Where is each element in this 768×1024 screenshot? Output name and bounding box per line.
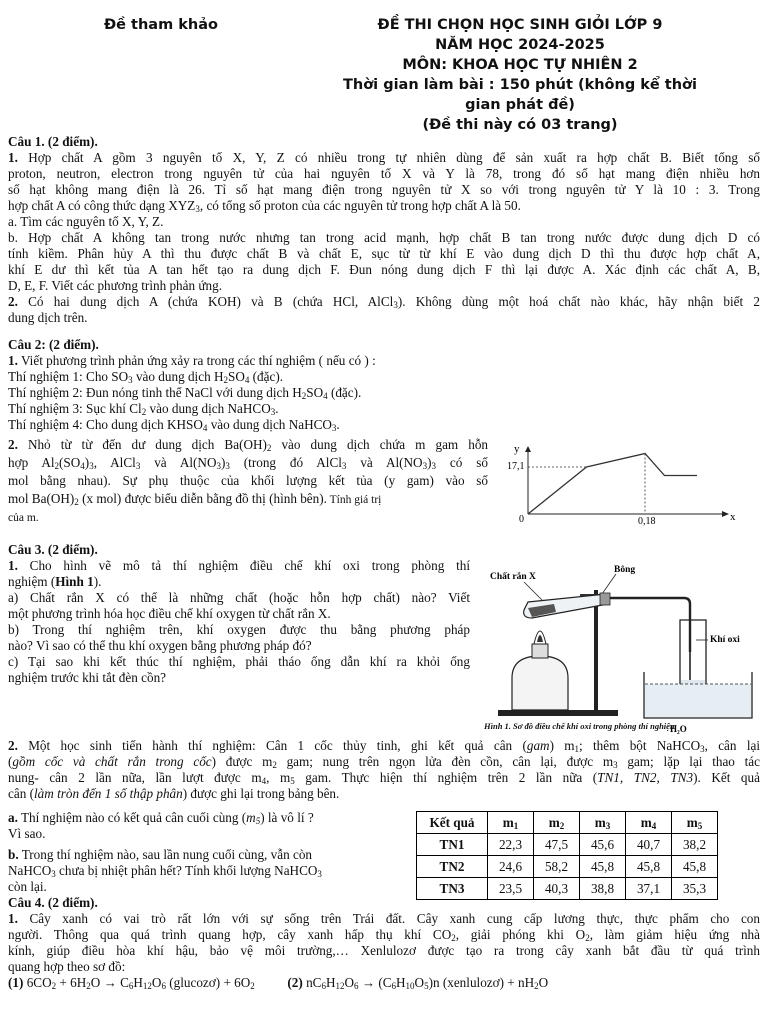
q3-heading: Câu 3. (2 điểm). [8,542,98,557]
q2-part-2 [8,436,488,527]
table-header-cell: $m_4$ [626,812,672,834]
water-trough [644,672,752,718]
table-cell: 58,2 [534,856,580,878]
q3-part-c: nghiệm trước khi tắt đèn cồn? [8,670,167,685]
table-header-cell: $m_3$ [580,812,626,834]
q4-equations [8,975,760,991]
question-3 [8,542,470,686]
stand-rod [594,590,598,712]
subject: MÔN: KHOA HỌC TỰ NHIÊN 2 [402,57,638,73]
q2-experiment-2: Thí nghiệm 2: Đun nóng tinh thể NaCl với dung dịch $H_2SO_4$ (đặc). [8,385,362,401]
q1-line: proton, neutron, electron trong nguyên tử của hai nguyên tố X và Y là 78, trong đó số hạt mang điện nhiều hơn [8,166,760,181]
table-cell: 22,3 [488,834,534,856]
table-cell: 40,3 [534,878,580,900]
origin-label: 0 [519,514,524,525]
table-cell: 35,3 [672,878,718,900]
page-count: (Đề thi này có 03 trang) [422,117,618,133]
q2-experiment-4: Thí nghiệm 4: Cho dung dịch $KHSO_4$ vào dung dịch NaHCO$_3$. [8,417,340,433]
q3-part-2-questions [8,810,412,895]
q3-part-a: a) Chất rắn X có thể là những chất (hoặc hỗn hợp chất) nào? Viết [8,590,470,605]
q2-line: hợp $Al_2(SO_4)_3$, AlCl$_3$ và $Al(NO_3)_3$ (trong đó AlCl$_3$ và $Al(NO_3)_3$ có số [8,455,488,471]
table-cell: 45,6 [580,834,626,856]
q4-line: quang hợp theo sơ đồ: [8,959,126,974]
q1-part-2: 2. Có hai dung dịch A (chứa KOH) và B (chứa HCl, AlCl$_3$). Không dùng một hoá chất nào khác, hãy nhận biết 2 [8,294,761,310]
q2-line: mol $Ba(OH)_2$ (x mol) được biểu diễn bằng đồ thị (hình bên). Tính giá trị [8,491,382,507]
exam-header [300,15,740,135]
q4-heading: Câu 4. (2 điểm). [8,895,98,910]
table-cell: 45,8 [672,856,718,878]
q2-line: 2. Nhỏ từ từ đến dư dung dịch $Ba(OH)_2$ vào dung dịch chứa m gam hỗn [8,437,489,453]
precipitate-graph [500,440,750,530]
delivery-tube [610,598,690,652]
q3-line: 2. Một học sinh tiến hành thí nghiệm: Cân 1 cốc thủy tinh, ghi kết quả cân (gam) $m_1$; thêm bột NaHCO$_3$, cân lại [8,738,760,754]
q2-experiment-3: Thí nghiệm 3: Sục khí $Cl_2$ vào dung dịch NaHCO$_3$. [8,401,279,417]
table-cell: 45,8 [626,856,672,878]
q4-line: 1. Cây xanh có vai trò rất lớn với sự sống trên Trái đất. Cây xanh cung cấp lương thực, thực phẩm cho con [8,911,760,926]
table-header-cell: $m_5$ [672,812,718,834]
table-cell: 47,5 [534,834,580,856]
x-tick-label: 0,18 [638,516,656,527]
table-cell: TN1 [417,834,488,856]
table-header-cell: $m_1$ [488,812,534,834]
q2-line: 1. Viết phương trình phản ứng xảy ra trong các thí nghiệm ( nếu có ) : [8,353,376,368]
table-header-row [417,812,718,834]
q3-question-b: NaHCO$_3$ chưa bị nhiệt phân hết? Tính khối lượng NaHCO$_3$ [8,863,322,879]
table-cell: TN3 [417,878,488,900]
q2-line: mol bằng nhau). Sự phụ thuộc của khối lượng kết tủa (y gam) vào số [8,473,488,488]
q3-part-b: b) Trong thí nghiệm trên, khí oxygen được thu bằng phương pháp [8,622,470,637]
q1-part-b: tính kiềm. Phân hủy A thì thu được chất B và chất E, sục từ từ khí E vào dung dịch D thì thu được hợp chất A, [8,246,760,261]
series-line [528,454,697,515]
q3-line: 1. Cho hình vẽ mô tả thí nghiệm điều chế khí oxi trong phòng thí [8,558,470,573]
q3-part-2 [8,738,760,802]
q3-part-a: một phương trình hóa học điều chế khí oxygen từ chất rắn X. [8,606,331,621]
q2-line: của m. [8,512,39,524]
q3-line: nghiệm (Hình 1). [8,574,102,589]
table-row [417,856,718,878]
x-axis-label: x [730,511,736,523]
table-cell: 40,7 [626,834,672,856]
q1-part-b: D, E, F. Viết các phương trình phản ứng. [8,278,223,293]
q1-heading: Câu 1. (2 điểm). [8,134,98,149]
oxygen-gas-label: Khí oxi [710,635,740,645]
q1-part-b: khí E dư thì kết tủa A tan hết tạo ra dung dịch F. Đun nóng dung dịch F thì lại được A. Xác định các chất A, B, [8,262,760,277]
y-axis-arrow [525,446,531,452]
time-line-1: Thời gian làm bài : 150 phút (không kể thời [343,77,697,93]
table-cell: 38,2 [672,834,718,856]
y-axis-label: y [514,443,520,455]
table-row [417,834,718,856]
q3-line: cân (làm tròn đến 1 số thập phân) được ghi lại trong bảng bên. [8,786,340,801]
q1-line: số hạt không mang điện là 26. Tỉ số hạt mang điện trong nguyên tử X so với trong nguyên tử Y là 10 : 3. Trong [8,182,760,197]
q3-part-b: nào? Vì sao có thể thu khí oxygen bằng phương pháp đó? [8,638,312,653]
q2-experiment-1: Thí nghiệm 1: Cho $SO_3$ vào dung dịch $H_2SO_4$ (đặc). [8,369,284,385]
table-cell: 24,6 [488,856,534,878]
equation-2: (2) $nC_6H_{12}O_6 \to (C_6H_{10}O_5)n$ (xenlulozơ) + $nH_2O$ [287,975,549,991]
solid-x-label: Chất rắn X [490,572,536,582]
q3-question-a: Vì sao. [8,826,46,841]
school-year: NĂM HỌC 2024-2025 [435,37,605,53]
question-2 [8,337,760,433]
q1-part-2: dung dịch trên. [8,310,88,325]
cotton-pointer [602,574,616,594]
q3-question-b: còn lại. [8,879,47,894]
solid-x-pointer [524,582,542,600]
question-1 [8,134,760,326]
q2-heading: Câu 2: (2 điểm). [8,337,99,352]
q1-line: 1. Hợp chất A gồm 3 nguyên tố X, Y, Z có nhiều trong tự nhiên dùng để sản xuất ra hợp chất B. Biết tổng số [8,150,761,165]
reference-label: Đề tham khảo [104,17,218,33]
table-cell: 38,8 [580,878,626,900]
water-label: H₂O [670,724,687,734]
results-table [416,811,718,900]
q1-part-b: b. Hợp chất A không tan trong nước nhưng tan trong acid mạnh, hợp chất B tan trong nước được dung dịch D có [8,230,760,245]
q1-part-a: a. Tìm các nguyên tố X, Y, Z. [8,214,164,229]
table-header-cell: $m_2$ [534,812,580,834]
cotton-label: Bông [614,565,636,575]
table-header-cell: Kết quả [417,812,488,834]
table-cell: 45,8 [580,856,626,878]
q3-line: (gồm cốc và chất rắn trong cốc) được $m_2$ gam; nung trên ngọn lửa đèn cồn, cân lại, được $m_3$ gam; lặp lại thao tác [8,754,760,770]
spirit-lamp [512,631,568,710]
q3-line: nung- cân 2 lần nữa, lần lượt được $m_4$, $m_5$ gam. Thực hiện thí nghiệm trên 2 lần nữa (TN1, TN2, TN3). Kết quả [8,770,760,786]
figure-caption: Hình 1. Sơ đồ điều chế khí oxi trong phòng thí nghiệm [484,721,677,731]
equation-1: (1) $6CO_2 + 6H_2O \to C_6H_{12}O_6$ (glucozơ) + $6O_2$ [8,975,255,991]
stand-base [498,710,618,716]
table-cell: 23,5 [488,878,534,900]
q4-line: người. Thông qua quá trình quang hợp, cây xanh hấp thụ khí $CO_2$, giải phóng khi $O_2$, làm giảm hiệu ứng nhà [8,927,760,943]
q4-line: kính, giúp điều hòa khí hậu, bảo vệ môi trường,… Xenlulozơ được tạo ra trong cây xanh bắt đầu từ quá trình [8,943,760,958]
table-cell: 37,1 [626,878,672,900]
question-4 [8,895,760,991]
q3-part-c: c) Tại sao khi kết thúc thí nghiệm, phải tháo ống dẫn khí ra khỏi ống [8,654,470,669]
x-axis-arrow [722,511,729,517]
exam-title: ĐỀ THI CHỌN HỌC SINH GIỎI LỚP 9 [377,17,663,33]
q1-line: hợp chất A có công thức dạng $XYZ_3$, có tổng số proton của các nguyên tử trong hợp chất A là 50. [8,198,521,214]
q3-question-b: b. Trong thí nghiệm nào, sau lần nung cuối cùng, vẫn còn [8,847,313,862]
oxygen-apparatus-figure [484,560,760,736]
time-line-2: gian phát đề) [465,97,575,113]
y-tick-label: 17,1 [507,461,525,472]
q3-question-a: a. Thí nghiệm nào có kết quả cân cuối cùng $(m_5)$ là vô lí ? [8,810,314,826]
table-cell: TN2 [417,856,488,878]
